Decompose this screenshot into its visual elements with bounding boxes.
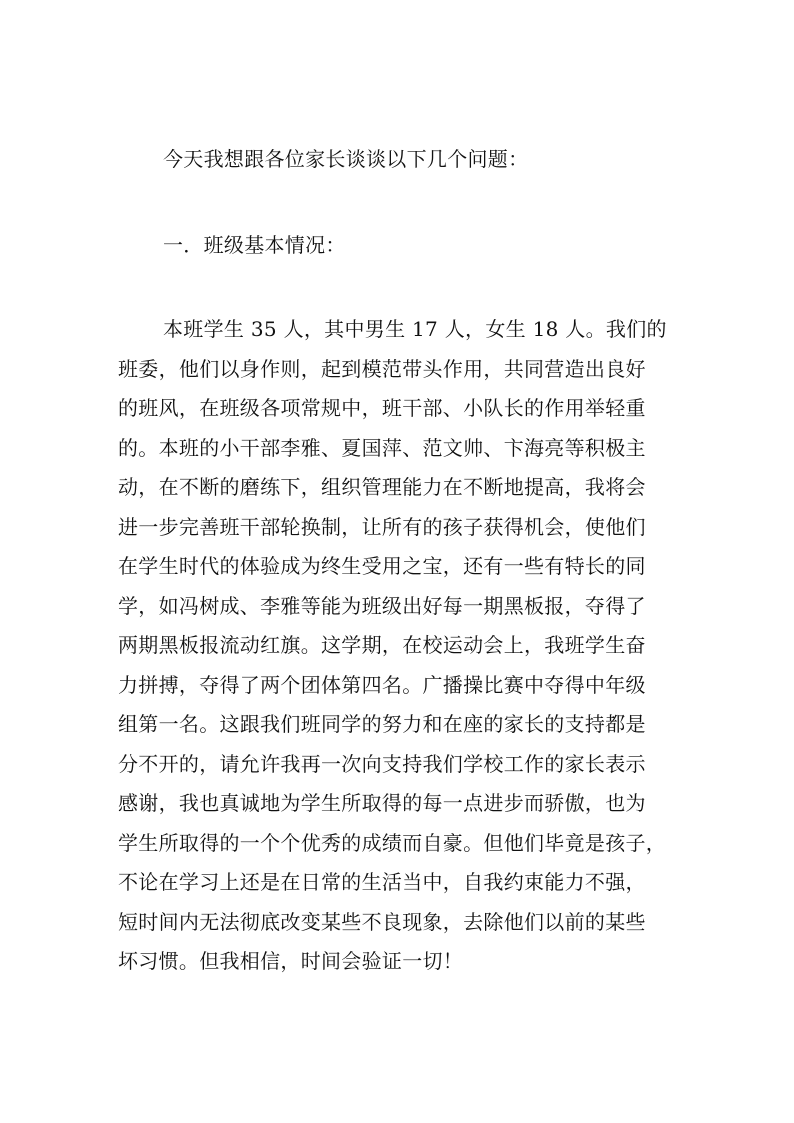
section-heading: 一．班级基本情况：: [163, 233, 346, 257]
paragraph-line-17: 坏习惯。但我相信，时间会验证一切！: [118, 949, 464, 973]
paragraph-line-15: 不论在学习上还是在日常的生活当中，自我约束能力不强，: [118, 870, 646, 894]
paragraph-line-3: 的班风，在班级各项常规中，班干部、小队长的作用举轻重: [118, 396, 646, 420]
paragraph-line-4: 的。本班的小干部李雅、夏国萍、范文帅、卞海亮等积极主: [118, 435, 646, 460]
paragraph-line-2: 班委，他们以身作则，起到模范带头作用，共同营造出良好: [118, 356, 646, 381]
paragraph-line-7: 在学生时代的体验成为终生受用之宝，还有一些有特长的同: [118, 554, 646, 578]
paragraph-line-1: 本班学生 35 人，其中男生 17 人，女生 18 人。我们的: [163, 317, 667, 341]
paragraph-line-6: 进一步完善班干部轮换制，让所有的孩子获得机会，使他们: [118, 514, 646, 539]
paragraph-line-8: 学，如冯树成、李雅等能为班级出好每一期黑板报，夺得了: [118, 593, 646, 618]
intro-sentence: 今天我想跟各位家长谈谈以下几个问题：: [163, 147, 529, 171]
paragraph-line-11: 组第一名。这跟我们班同学的努力和在座的家长的支持都是: [118, 712, 646, 736]
paragraph-line-9: 两期黑板报流动红旗。这学期，在校运动会上，我班学生奋: [118, 633, 646, 657]
paragraph-line-5: 动，在不断的磨练下，组织管理能力在不断地提高，我将会: [118, 475, 646, 499]
paragraph: [118, 310, 688, 982]
paragraph-line-14: 学生所取得的一个个优秀的成绩而自豪。但他们毕竟是孩子，: [118, 830, 667, 855]
paragraph-line-12: 分不开的，请允许我再一次向支持我们学校工作的家长表示: [118, 751, 646, 776]
paragraph-line-16: 短时间内无法彻底改变某些不良现象，去除他们以前的某些: [118, 909, 646, 934]
paragraph-line-13: 感谢，我也真诚地为学生所取得的每一点进步而骄傲，也为: [118, 791, 646, 815]
paragraph-line-10: 力拼搏，夺得了两个团体第四名。广播操比赛中夺得中年级: [118, 672, 646, 697]
